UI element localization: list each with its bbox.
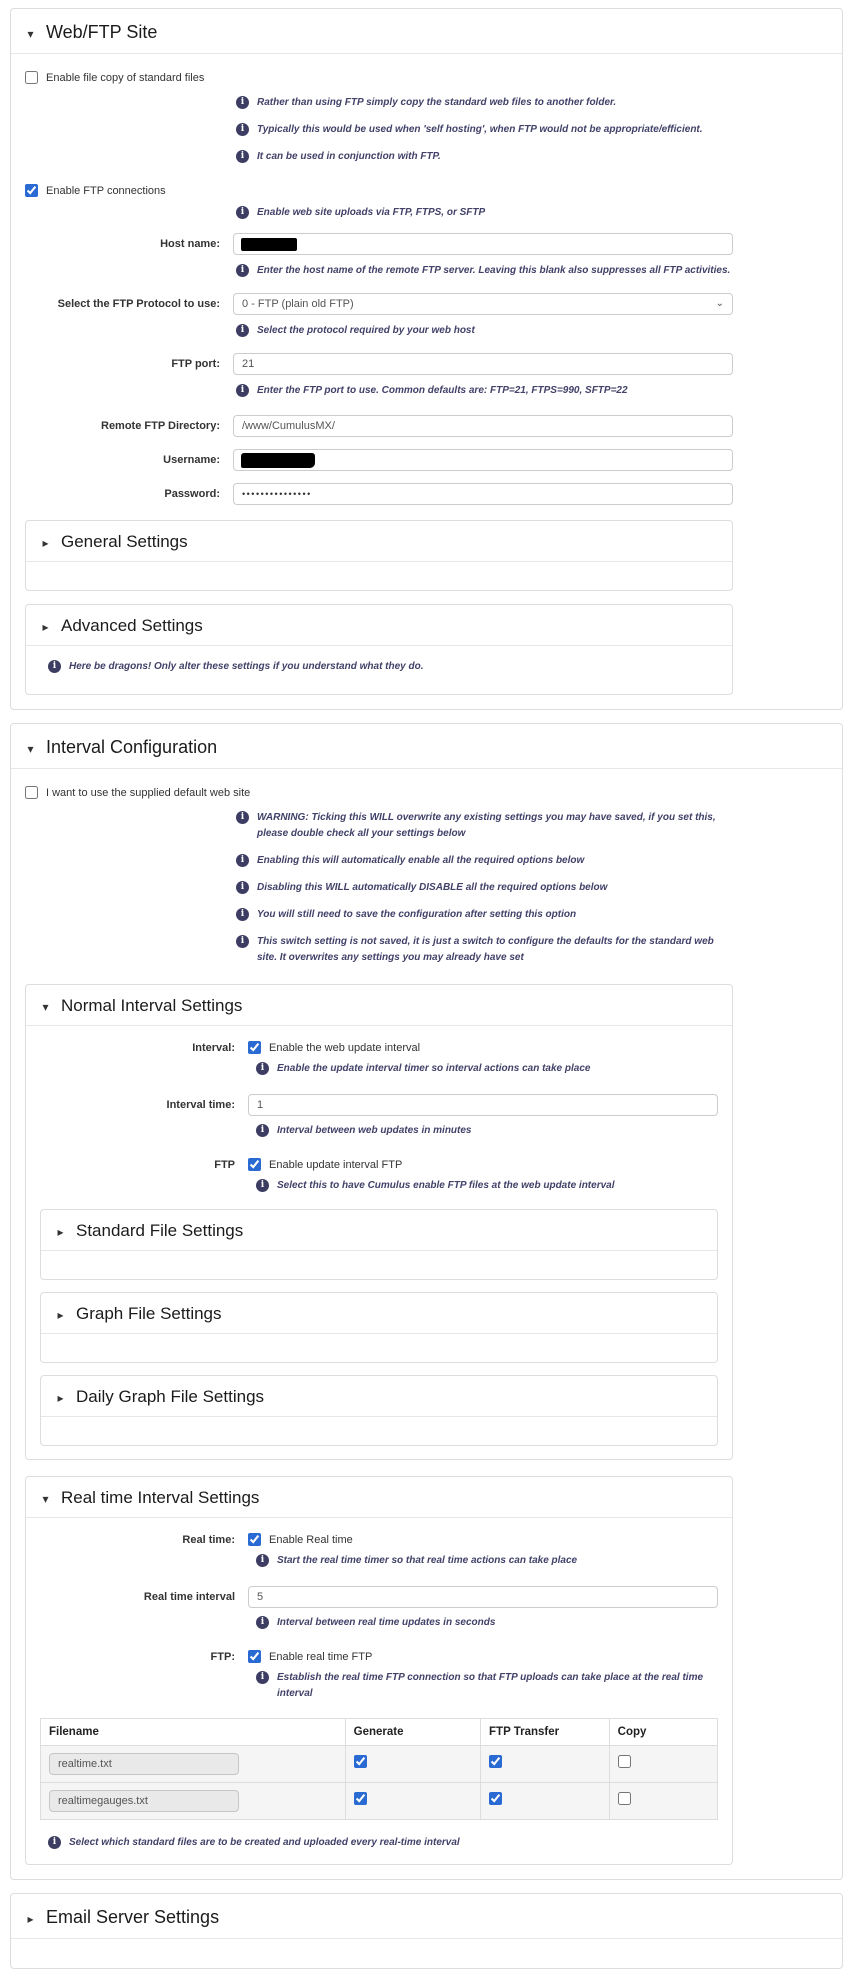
remote-dir-label: Remote FTP Directory: [101,420,220,432]
checkbox-label: I want to use the supplied default web site [46,786,251,799]
sub-section-title: Graph File Settings [76,1304,222,1323]
info-realtime-interval: i Interval between real time updates in seconds [256,1615,718,1631]
info-enable-ftp: i Enable web site uploads via FTP, FTPS, or SFTP [236,205,733,221]
checkbox-label: Enable update interval FTP [269,1158,403,1171]
caret-right-icon [25,1907,36,1928]
col-copy: Copy [609,1719,717,1746]
info-icon [236,264,249,277]
ftp-port-input[interactable] [233,353,733,375]
remote-dir-row [25,415,733,437]
caret-down-icon [25,737,36,758]
host-name-row [25,233,733,255]
table-row [41,1746,718,1783]
interval-time-row [40,1094,718,1116]
info-realtime: i Start the real time timer so that real time actions can take place [256,1553,718,1569]
info-icon [236,324,249,337]
info-icon [236,854,249,867]
info-icon [236,935,249,948]
general-settings-header[interactable] [26,527,732,562]
password-row [25,483,733,505]
caret-down-icon [25,22,36,43]
interval-time-label: Interval time: [166,1099,235,1111]
info-files-table: i Select which standard files are to be created and uploaded every real-time interval [48,1835,718,1851]
email-server-settings-header[interactable] [11,1900,842,1939]
daily-graph-file-settings-panel [40,1375,718,1446]
info-icon [256,1671,269,1684]
ftp-transfer-checkbox[interactable] [489,1792,502,1805]
info-icon [236,881,249,894]
info-icon [236,811,249,824]
info-interval-ftp: i Select this to have Cumulus enable FTP files at the web update interval [256,1178,718,1194]
username-label: Username: [163,454,220,466]
general-settings-panel [25,520,733,591]
enable-file-copy-row [25,71,733,84]
graph-file-settings-panel [40,1292,718,1363]
info-default-site-1: i WARNING: Ticking this WILL overwrite any existing settings you may have saved, if you set this, please double check all your settings below [236,810,733,842]
section-interval-configuration [10,723,843,1880]
protocol-select[interactable] [233,293,733,315]
realtime-interval-settings-header[interactable] [26,1483,732,1518]
checkbox-label: Enable real time FTP [269,1650,373,1663]
info-protocol: i Select the protocol required by your web host [236,323,733,339]
protocol-row [25,293,733,315]
ftp-transfer-checkbox[interactable] [489,1755,502,1768]
col-generate: Generate [345,1719,480,1746]
realtime-label: Real time: [182,1533,235,1546]
host-name-label: Host name: [160,238,220,250]
section-email-server-settings [10,1893,843,1969]
graph-file-settings-header[interactable] [41,1299,717,1334]
copy-checkbox[interactable] [618,1755,631,1768]
realtime-ftp-row [40,1650,718,1663]
interval-configuration-header[interactable] [11,730,842,769]
password-label: Password: [164,488,220,500]
ftp-port-label: FTP port: [171,358,220,370]
info-icon [236,206,249,219]
interval-ftp-row [40,1158,718,1171]
caret-right-icon [55,1387,66,1407]
copy-checkbox[interactable] [618,1792,631,1805]
remote-dir-input[interactable] [233,415,733,437]
sub-section-title: Daily Graph File Settings [76,1387,265,1406]
checkbox-label: Enable FTP connections [46,184,166,197]
enable-interval-ftp-checkbox[interactable] [248,1158,261,1171]
caret-right-icon [55,1304,66,1324]
caret-right-icon [55,1221,66,1241]
interval-label: Interval: [192,1041,235,1054]
info-ftp-port: i Enter the FTP port to use. Common defaults are: FTP=21, FTPS=990, SFTP=22 [236,383,733,399]
advanced-settings-panel [25,604,733,695]
info-icon [236,908,249,921]
info-icon [236,384,249,397]
realtime-enable-row [40,1533,718,1546]
info-default-site-4: i You will still need to save the configuration after setting this option [236,907,733,923]
realtime-interval-label: Real time interval [143,1591,235,1603]
section-title: Email Server Settings [46,1907,220,1927]
chevron-down-icon [716,299,724,309]
enable-ftp-row [25,184,733,197]
info-file-copy-3: i It can be used in conjunction with FTP. [236,149,733,165]
caret-right-icon [40,616,51,636]
password-input[interactable] [233,483,733,505]
selected-option: 0 - FTP (plain old FTP) [242,298,354,310]
enable-web-interval-checkbox[interactable] [248,1041,261,1054]
checkbox-label: Enable the web update interval [269,1041,421,1054]
redacted-value [241,453,315,468]
daily-graph-file-settings-header[interactable] [41,1382,717,1417]
redacted-value [241,238,297,251]
filename-input [49,1790,239,1812]
sub-section-title: General Settings [61,532,188,551]
info-realtime-ftp: i Establish the real time FTP connection so that FTP uploads can take place at the real time interval [256,1670,718,1702]
checkbox-label: Enable Real time [269,1533,353,1546]
section-web-ftp-site [10,8,843,710]
web-ftp-site-header[interactable] [11,15,842,54]
section-title: Web/FTP Site [46,22,158,42]
info-host-name: i Enter the host name of the remote FTP server. Leaving this blank also suppresses all FTP activities. [236,263,733,279]
realtime-files-table [40,1718,718,1820]
info-icon [256,1062,269,1075]
sub-section-title: Normal Interval Settings [61,996,243,1015]
enable-realtime-checkbox[interactable] [248,1533,261,1546]
protocol-label: Select the FTP Protocol to use: [57,298,220,310]
caret-down-icon [40,996,51,1016]
info-icon [256,1616,269,1629]
default-site-checkbox[interactable] [25,786,38,799]
sub-section-title: Advanced Settings [61,616,203,635]
username-input[interactable] [233,449,733,471]
caret-right-icon [40,532,51,552]
info-icon [236,150,249,163]
realtime-interval-input[interactable] [248,1586,718,1608]
info-interval-time: i Interval between web updates in minutes [256,1123,718,1139]
interval-time-input[interactable] [248,1094,718,1116]
standard-file-settings-panel [40,1209,718,1280]
enable-ftp-checkbox[interactable] [25,184,38,197]
col-filename: Filename [41,1719,346,1746]
info-interval: i Enable the update interval timer so interval actions can take place [256,1061,718,1077]
default-site-row [25,786,733,799]
host-name-input[interactable] [233,233,733,255]
section-title: Interval Configuration [46,737,218,757]
normal-interval-settings-panel [25,984,733,1460]
info-advanced: i Here be dragons! Only alter these settings if you understand what they do. [48,659,718,675]
enable-realtime-ftp-checkbox[interactable] [248,1650,261,1663]
enable-file-copy-checkbox[interactable] [25,71,38,84]
realtime-ftp-label: FTP: [210,1650,235,1663]
generate-checkbox[interactable] [354,1755,367,1768]
table-row [41,1783,718,1820]
realtime-interval-settings-panel [25,1476,733,1865]
info-icon [256,1124,269,1137]
interval-enable-row [40,1041,718,1054]
info-icon [256,1554,269,1567]
standard-file-settings-header[interactable] [41,1216,717,1251]
generate-checkbox[interactable] [354,1792,367,1805]
info-icon [236,123,249,136]
info-icon [48,660,61,673]
interval-ftp-label: FTP [214,1158,235,1171]
info-icon [256,1179,269,1192]
info-default-site-2: i Enabling this will automatically enable all the required options below [236,853,733,869]
sub-section-title: Real time Interval Settings [61,1488,260,1507]
caret-down-icon [40,1488,51,1508]
checkbox-label: Enable file copy of standard files [46,71,205,84]
ftp-port-row [25,353,733,375]
advanced-settings-header[interactable] [26,611,732,646]
info-file-copy-2: i Typically this would be used when 'self hosting', when FTP would not be appropriate/efficient. [236,122,733,138]
info-file-copy-1: i Rather than using FTP simply copy the standard web files to another folder. [236,95,733,111]
sub-section-title: Standard File Settings [76,1221,244,1240]
info-icon [236,96,249,109]
normal-interval-settings-header[interactable] [26,991,732,1026]
info-default-site-3: i Disabling this WILL automatically DISABLE all the required options below [236,880,733,896]
info-default-site-5: i This switch setting is not saved, it is just a switch to configure the defaults for the standard web site. It overwrites any settings you may already have set [236,934,733,966]
col-ftp-transfer: FTP Transfer [481,1719,610,1746]
info-icon [48,1836,61,1849]
realtime-interval-row [40,1586,718,1608]
username-row [25,449,733,471]
table-header-row [41,1719,718,1746]
